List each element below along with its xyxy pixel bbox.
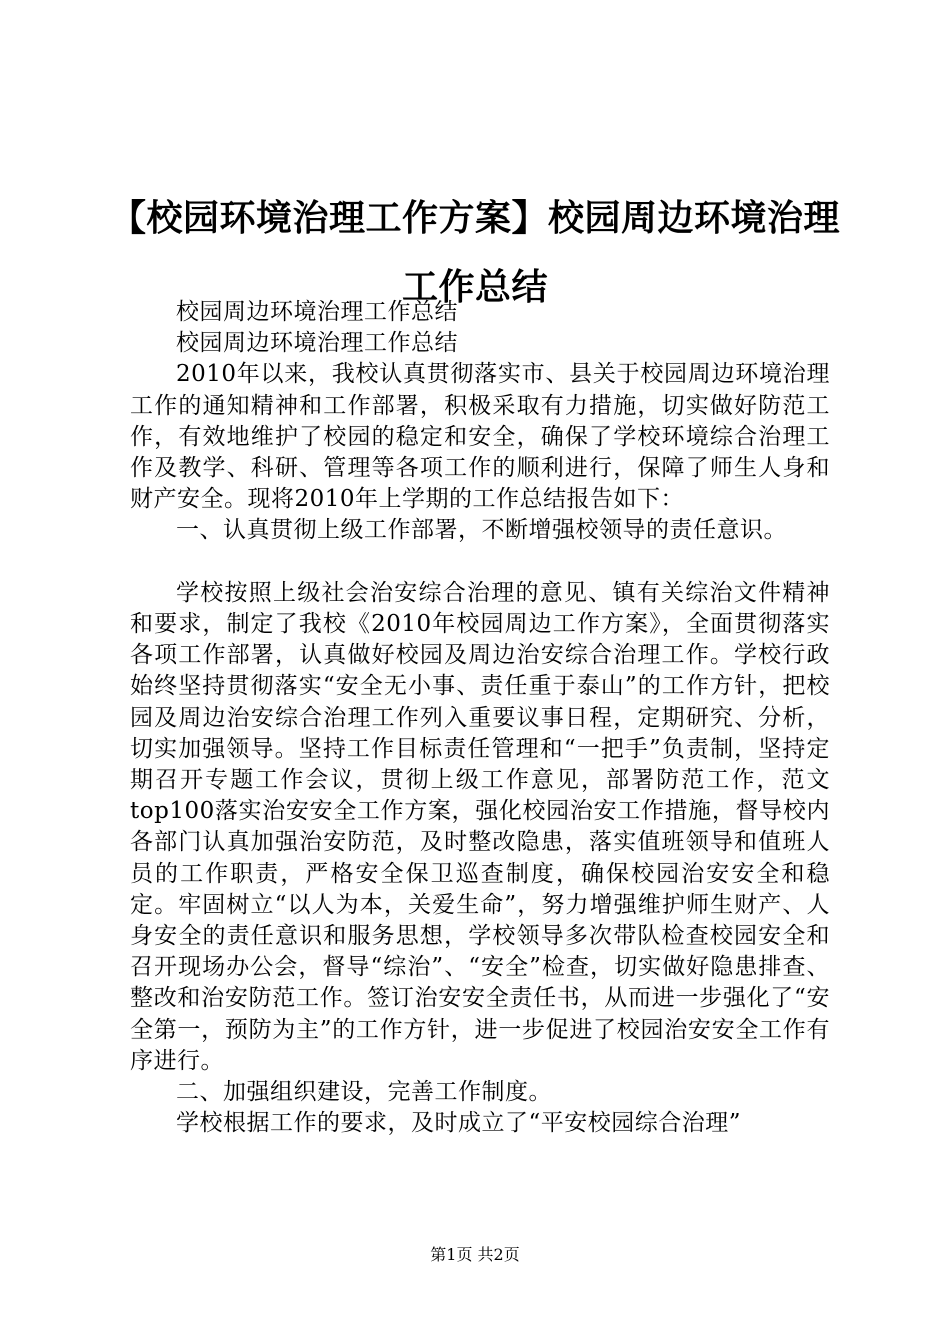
paragraph-subtitle-2: 校园周边环境治理工作总结 <box>176 330 458 357</box>
section-heading-1: 一、认真贯彻上级工作部署，不断增强校领导的责任意识。 <box>176 517 787 544</box>
paragraph-intro: 2010年以来，我校认真贯彻落实市、县关于校园周边环境治理工作的通知精神和工作部署，积极采取有力措施，切实做好防范工作，有效地维护了校园的稳定和安全，确保了学校环境综合治理工作及教学、科研、管理等各项工作的顺利进行，保障了师生人身和财产安全。现将2010年上学期的工作总结报告如下： <box>130 361 830 513</box>
section-heading-2: 二、加强组织建设，完善工作制度。 <box>176 1079 552 1106</box>
page-footer: 第1页 共2页 <box>430 1245 520 1264</box>
paragraph-subtitle-1: 校园周边环境治理工作总结 <box>176 299 458 325</box>
paragraph-section-1: 学校按照上级社会治安综合治理的意见、镇有关综治文件精神和要求，制定了我校《2010年校园周边工作方案》，全面贯彻落实各项工作部署，认真做好校园及周边治安综合治理工作。学校行政始终坚持贯彻落实“安全无小事、责任重于泰山”的工作方针，把校园及周边治安综合治理工作列入重要议事日程，定期研究、分析，切实加强领导。坚持工作目标责任管理和“一把手”负责制，坚持定期召开专题工作会议，贯彻上级工作意见，部署防范工作，范文top100落实治安安全工作方案，强化校园治安工作措施，督导校内各部门认真加强治安防范，及时整改隐患，落实值班领导和值班人员的工作职责，严格安全保卫巡查制度，确保校园治安安全和稳定。牢固树立“以人为本，关爱生命”，努力增强维护师生财产、人身安全的责任意识和服务思想，学校领导多次带队检查校园安全和召开现场办公会，督导“综治”、“安全”检查，切实做好隐患排查、整改和治安防范工作。签订治安安全责任书，从而进一步强化了“安全第一，预防为主”的工作方针，进一步促进了校园治安安全工作有序进行。 <box>130 579 830 1074</box>
paragraph-section-2: 学校根据工作的要求，及时成立了“平安校园综合治理” <box>176 1110 742 1137</box>
document-title: 【校园环境治理工作方案】校园周边环境治理工作总结 <box>109 198 840 308</box>
document-body <box>130 297 830 1139</box>
